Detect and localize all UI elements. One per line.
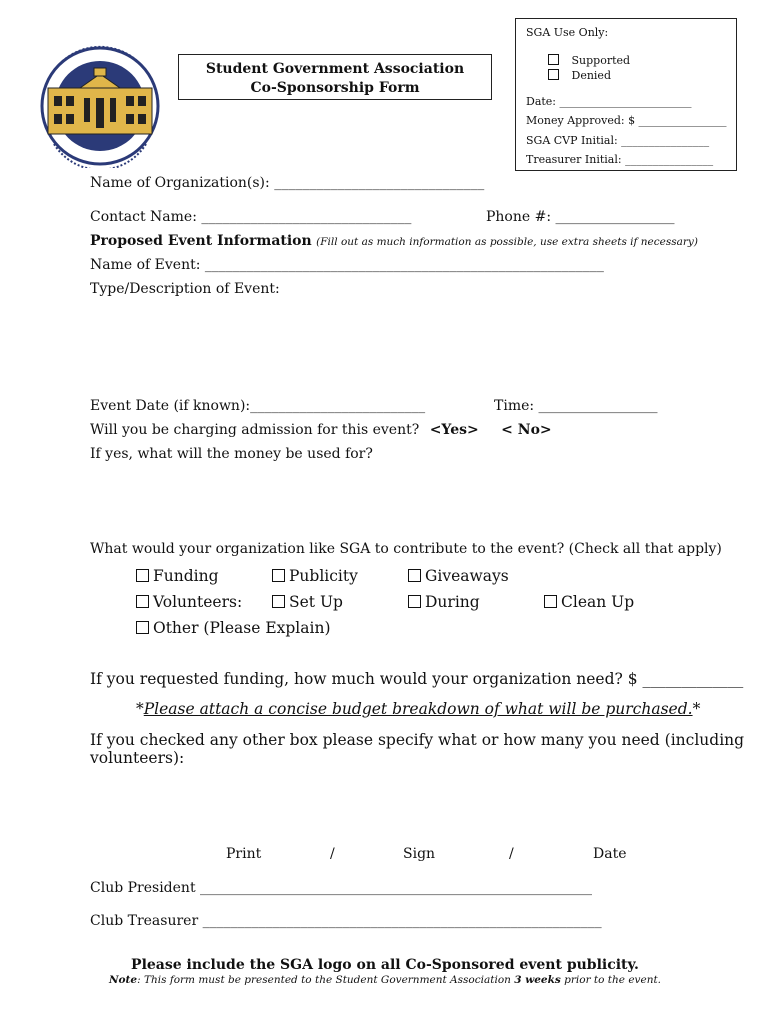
during-checkbox[interactable] — [408, 595, 421, 608]
funding-label: Funding — [153, 567, 219, 585]
form-title-box — [178, 54, 492, 100]
during-label: During — [425, 593, 480, 611]
event-date-field[interactable]: Event Date (if known):_________________________ — [90, 398, 426, 414]
event-name-field[interactable]: Name of Event: _________________________________________________________ — [90, 257, 604, 273]
slash-separator: / — [509, 846, 514, 862]
footer-note-end: prior to the event. — [564, 974, 662, 986]
option-other[interactable] — [136, 619, 331, 637]
option-during[interactable] — [408, 593, 480, 611]
footer-note-label: Note — [108, 974, 138, 986]
footer-note-weeks: 3 weeks — [514, 974, 561, 986]
denied-label: Denied — [571, 69, 611, 82]
option-publicity[interactable] — [272, 567, 358, 585]
volunteers-checkbox[interactable] — [136, 595, 149, 608]
option-setup[interactable] — [272, 593, 343, 611]
proposed-event-note: (Fill out as much information as possible, use extra sheets if necessary) — [316, 236, 698, 248]
proposed-event-heading — [90, 233, 698, 249]
volunteers-label: Volunteers: — [153, 593, 243, 611]
footer-note — [0, 974, 770, 986]
print-column-label: Print — [226, 846, 262, 862]
club-president-line[interactable]: Club President ________________________________________________________ — [90, 880, 593, 896]
form-title-line1: Student Government Association — [205, 61, 465, 77]
cleanup-checkbox[interactable] — [544, 595, 557, 608]
giveaways-checkbox[interactable] — [408, 569, 421, 582]
setup-label: Set Up — [289, 593, 343, 611]
admission-yes-option[interactable]: <Yes> — [429, 422, 479, 438]
budget-attach-text: Please attach a concise budget breakdown of what will be purchased. — [143, 700, 693, 718]
org-name-field[interactable]: Name of Organization(s): ______________________________ — [90, 175, 485, 191]
admission-no-option[interactable]: < No> — [501, 422, 552, 438]
event-type-label: Type/Description of Event: — [90, 281, 280, 297]
club-treasurer-line[interactable]: Club Treasurer _________________________________________________________ — [90, 913, 602, 929]
option-volunteers[interactable] — [136, 593, 242, 611]
sga-use-only-box — [515, 18, 737, 171]
supported-option[interactable] — [548, 54, 630, 67]
money-use-field[interactable]: If yes, what will the money be used for? — [90, 446, 373, 462]
admission-question-text: Will you be charging admission for this event? — [90, 422, 420, 438]
date-column-label: Date — [593, 846, 627, 862]
slash-separator: / — [330, 846, 335, 862]
denied-option[interactable] — [548, 69, 611, 82]
other-box-instructions-1: If you checked any other box please specify what or how many you need (including — [90, 731, 745, 749]
sga-seal-logo — [40, 44, 160, 168]
treasurer-initial-field[interactable]: Treasurer Initial: ________________ — [526, 153, 714, 166]
sga-date-field[interactable]: Date: ________________________ — [526, 95, 692, 108]
publicity-label: Publicity — [289, 567, 358, 585]
option-cleanup[interactable] — [544, 593, 634, 611]
sga-cvp-initial-field[interactable]: SGA CVP Initial: ________________ — [526, 134, 710, 147]
other-label: Other (Please Explain) — [153, 619, 331, 637]
contribute-question: What would your organization like SGA to contribute to the event? (Check all that apply) — [90, 541, 722, 557]
giveaways-label: Giveaways — [425, 567, 509, 585]
budget-attach-note: *Please attach a concise budget breakdown of what will be purchased.* — [136, 700, 701, 718]
supported-label: Supported — [571, 54, 631, 67]
sign-column-label: Sign — [403, 846, 436, 862]
cleanup-label: Clean Up — [561, 593, 635, 611]
time-field[interactable]: Time: _________________ — [494, 398, 658, 414]
admission-question — [90, 422, 552, 438]
setup-checkbox[interactable] — [272, 595, 285, 608]
footer-note-text: : This form must be presented to the Student Government Association — [137, 974, 511, 986]
denied-checkbox[interactable] — [548, 69, 559, 80]
supported-checkbox[interactable] — [548, 54, 559, 65]
option-funding[interactable] — [136, 567, 219, 585]
other-box-instructions-2: volunteers): — [90, 749, 185, 767]
funding-amount-field[interactable]: If you requested funding, how much would your organization need? $ _____________ — [90, 670, 744, 688]
other-checkbox[interactable] — [136, 621, 149, 634]
funding-checkbox[interactable] — [136, 569, 149, 582]
contact-name-field[interactable]: Contact Name: ______________________________ — [90, 209, 412, 225]
money-approved-field[interactable]: Money Approved: $ ________________ — [526, 114, 727, 127]
publicity-checkbox[interactable] — [272, 569, 285, 582]
footer-logo-notice: Please include the SGA logo on all Co-Sponsored event publicity. — [131, 957, 639, 973]
sga-box-heading: SGA Use Only: — [526, 26, 609, 39]
proposed-event-title: Proposed Event Information — [90, 233, 312, 249]
phone-field[interactable]: Phone #: _________________ — [486, 209, 675, 225]
option-giveaways[interactable] — [408, 567, 509, 585]
form-title-line2: Co-Sponsorship Form — [250, 80, 420, 96]
